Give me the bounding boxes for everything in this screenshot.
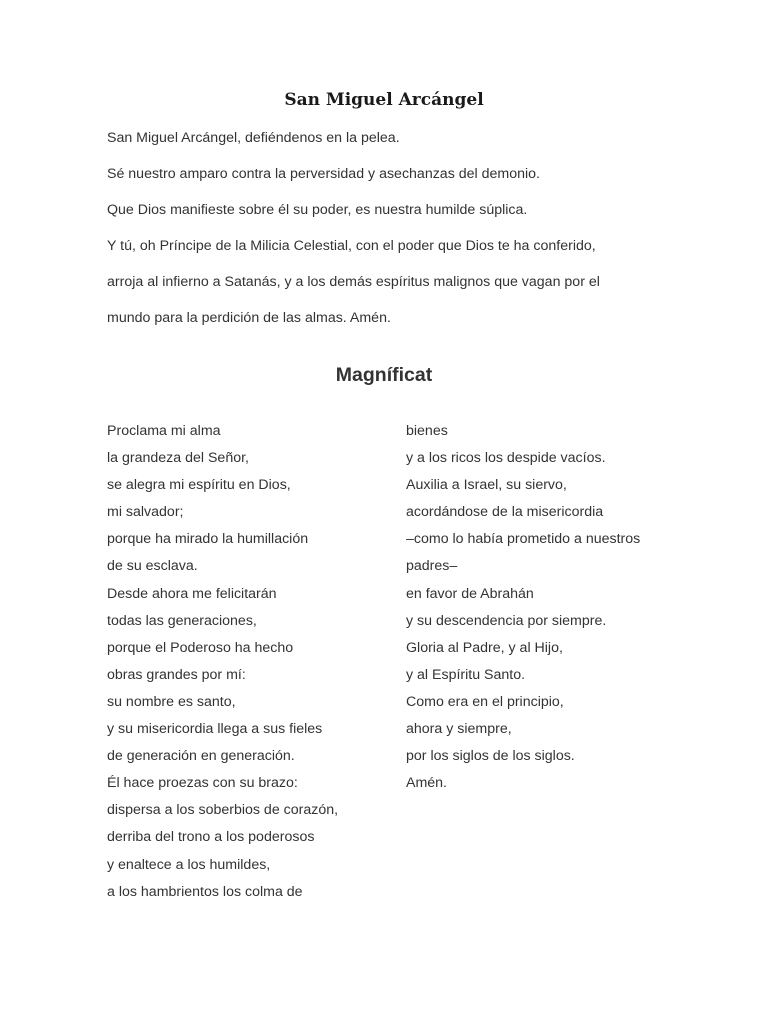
verse-line: su nombre es santo, [107, 693, 236, 710]
verse-line: Proclama mi alma [107, 423, 221, 439]
verse-line: dispersa a los soberbios de corazón, [107, 802, 339, 819]
verse-line: Él hace proezas con su brazo: [107, 775, 298, 792]
verse-line: todas las generaciones, [107, 612, 257, 629]
verse-line: la grandeza del Señor, [107, 450, 249, 467]
prayer-line: Que Dios manifieste sobre él su poder, es nuestra humilde súplica. [107, 202, 528, 218]
prayer-line: Sé nuestro amparo contra la perversidad y asechanzas del demonio. [107, 166, 540, 182]
verse-line: ahora y siempre, [406, 721, 512, 738]
verse-line: se alegra mi espíritu en Dios, [107, 477, 291, 494]
verse-line: de generación en generación. [107, 748, 295, 765]
verse-line: por los siglos de los siglos. [406, 748, 575, 765]
verse-line: derriba del trono a los poderosos [107, 829, 315, 846]
verse-line: y su misericordia llega a sus fieles [107, 721, 323, 738]
prayer-title: San Miguel Arcángel [284, 90, 484, 110]
verse-line: bienes [406, 423, 448, 439]
magnificat-title: Magníficat [335, 364, 433, 386]
prayer-line: Y tú, oh Príncipe de la Milicia Celestial, con el poder que Dios te ha conferido, [107, 238, 596, 254]
verse-line: a los hambrientos los colma de [107, 883, 303, 900]
verse-line: –como lo había prometido a nuestros [406, 531, 641, 548]
verse-line: obras grandes por mí: [107, 666, 246, 683]
verse-line: mi salvador; [107, 504, 184, 521]
prayer-body [107, 129, 707, 345]
verse-line: y al Espíritu Santo. [406, 666, 526, 683]
verse-line: Como era en el principio, [406, 693, 564, 710]
verse-line: y a los ricos los despide vacíos. [406, 450, 606, 467]
verse-line: porque el Poderoso ha hecho [107, 639, 294, 656]
verse-line: padres– [406, 558, 458, 575]
prayer-line: arroja al infierno a Satanás, y a los demás espíritus malignos que vagan por el [107, 274, 600, 290]
prayer-line: mundo para la perdición de las almas. Amén. [107, 310, 391, 326]
verse-line: Gloria al Padre, y al Hijo, [406, 639, 563, 656]
verse-line: y enaltece a los humildes, [107, 856, 271, 873]
prayer-line: San Miguel Arcángel, defiéndenos en la pelea. [107, 130, 400, 146]
magnificat-left-column [107, 422, 387, 910]
verse-line: de su esclava. [107, 558, 198, 575]
magnificat-right-column [406, 422, 706, 801]
verse-line: y su descendencia por siempre. [406, 612, 607, 629]
verse-line: acordándose de la misericordia [406, 504, 604, 521]
verse-line: en favor de Abrahán [406, 585, 534, 602]
verse-line: Amén. [406, 775, 448, 792]
verse-line: porque ha mirado la humillación [107, 531, 309, 548]
verse-line: Auxilia a Israel, su siervo, [406, 477, 567, 494]
verse-line: Desde ahora me felicitarán [107, 585, 277, 602]
